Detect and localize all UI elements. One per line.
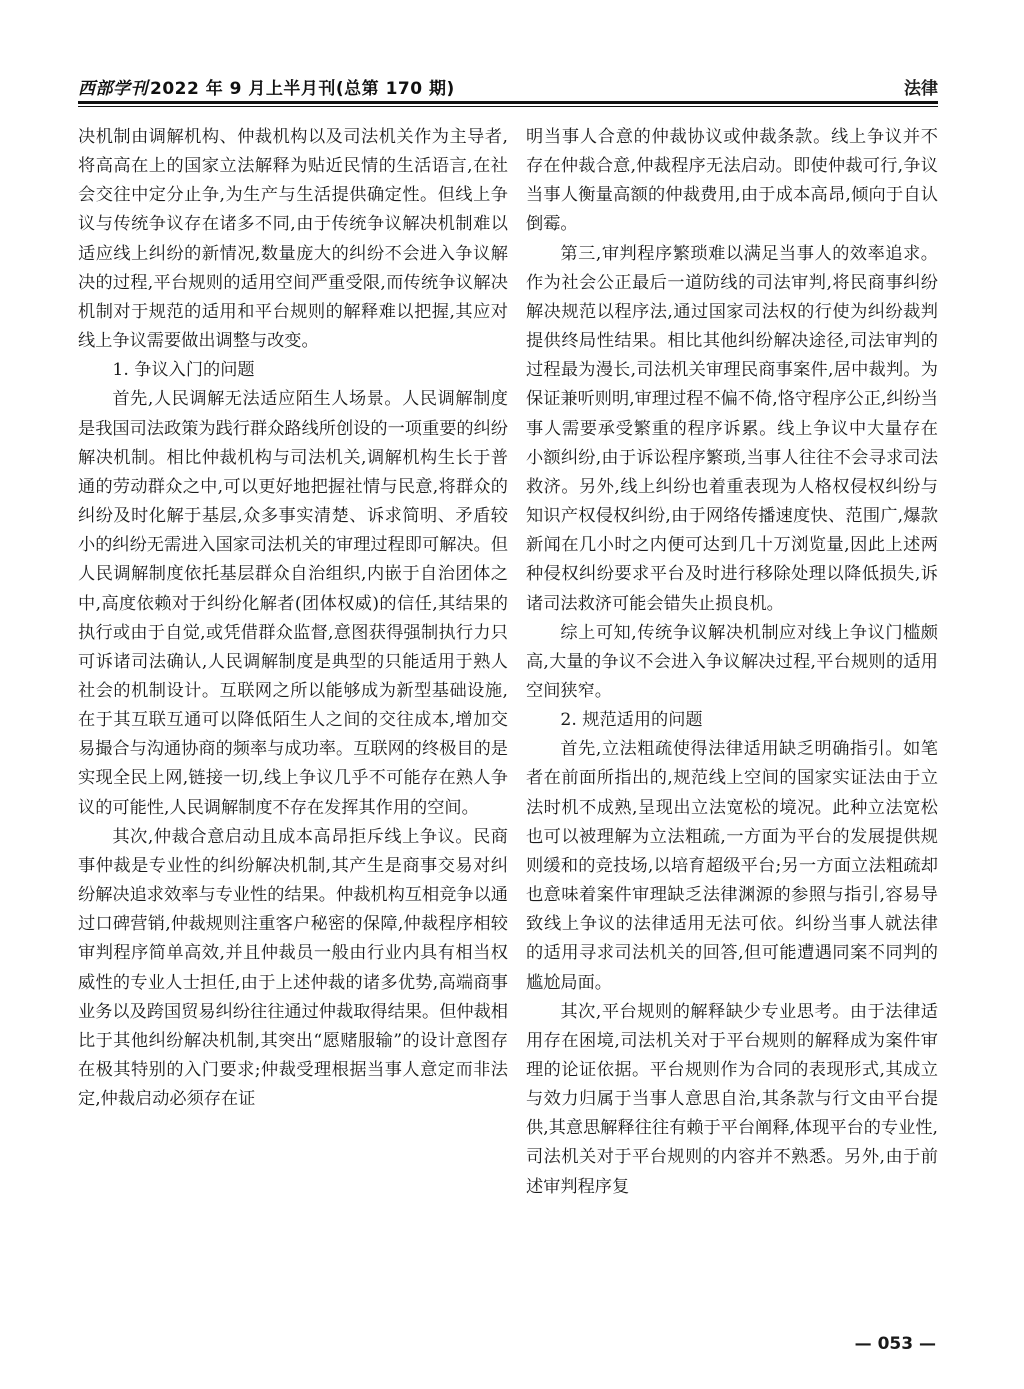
- paragraph: 首先,立法粗疏使得法律适用缺乏明确指引。如笔者在前面所指出的,规范线上空间的国家实证法由于立法时机不成熟,呈现出立法宽松的境况。此种立法宽松也可以被理解为立法粗疏,一方面为平台的发展提供规则缓和的竞技场,以培育超级平台;另一方面立法粗疏却也意味着案件审理缺乏法律渊源的参照与指引,容易导致线上争议的法律适用无法可依。纠纷当事人就法律的适用寻求司法机关的回答,但可能遭遇同案不同判的尴尬局面。: [526, 739, 938, 993]
- section-title: 法律: [904, 79, 938, 99]
- issue-info: 2022 年 9 月上半月刊(总第 170 期): [150, 79, 455, 99]
- journal-logo: 西部学刊: [78, 79, 148, 99]
- paragraph: 明当事人合意的仲裁协议或仲裁条款。线上争议并不存在仲裁合意,仲裁程序无法启动。即使仲裁可行,争议当事人衡量高额的仲裁费用,由于成本高昂,倾向于自认倒霉。: [526, 127, 938, 235]
- paragraph: 第三,审判程序繁琐难以满足当事人的效率追求。作为社会公正最后一道防线的司法审判,将民商事纠纷解决规范以程序法,通过国家司法权的行使为纠纷裁判提供终局性结果。相比其他纠纷解决途径,司法审判的过程最为漫长,司法机关审理民商事案件,居中裁判。为保证兼听则明,审理过程不偏不倚,恪守程序公正,纠纷当事人需要承受繁重的程序诉累。线上争议中大量存在小额纠纷,由于诉讼程序繁琐,当事人往往不会寻求司法救济。另外,线上纠纷也着重表现为人格权侵权纠纷与知识产权侵权纠纷,由于网络传播速度快、范围广,爆款新闻在几小时之内便可达到几十万浏览量,因此上述两种侵权纠纷要求平台及时进行移除处理以降低损失,诉诸司法救济可能会错失止损良机。: [526, 243, 938, 614]
- left-column: [78, 123, 508, 1114]
- subheading: 2. 规范适用的问题: [560, 710, 703, 731]
- paragraph: 首先,人民调解无法适应陌生人场景。人民调解制度是我国司法政策为践行群众路线所创设的一项重要的纠纷解决机制。相比仲裁机构与司法机关,调解机构生长于普通的劳动群众之中,可以更好地把握社情与民意,将群众的纠纷及时化解于基层,众多事实清楚、诉求简明、矛盾较小的纠纷无需进入国家司法机关的审理过程即可解决。但人民调解制度依托基层群众自治组织,内嵌于自治团体之中,高度依赖对于纠纷化解者(团体权威)的信任,其结果的执行或由于自觉,或凭借群众监督,意图获得强制执行力只可诉诸司法确认,人民调解制度是典型的只能适用于熟人社会的机制设计。互联网之所以能够成为新型基础设施,在于其互联互通可以降低陌生人之间的交往成本,增加交易撮合与沟通协商的频率与成功率。互联网的终极目的是实现全民上网,链接一切,线上争议几乎不可能存在熟人争议的可能性,人民调解制度不存在发挥其作用的空间。: [78, 389, 508, 818]
- page-header: [78, 70, 938, 104]
- right-column: [526, 123, 938, 1202]
- page-number: — 053 —: [854, 1334, 936, 1354]
- paragraph: 其次,仲裁合意启动且成本高昂拒斥线上争议。民商事仲裁是专业性的纠纷解决机制,其产生是商事交易对纠纷解决追求效率与专业性的结果。仲裁机构互相竞争以通过口碑营销,仲裁规则注重客户秘密的保障,仲裁程序相较审判程序简单高效,并且仲裁员一般由行业内具有相当权威性的专业人士担任,由于上述仲裁的诸多优势,高端商事业务以及跨国贸易纠纷往往通过仲裁取得结果。但仲裁相比于其他纠纷解决机制,其突出“愿赌服输”的设计意图存在极其特别的入门要求;仲裁受理根据当事人意定而非法定,仲裁启动必须存在证: [78, 826, 508, 1110]
- paragraph: 其次,平台规则的解释缺少专业思考。由于法律适用存在困境,司法机关对于平台规则的解释成为案件审理的论证依据。平台规则作为合同的表现形式,其成立与效力归属于当事人意思自治,其条款与行文由平台提供,其意思解释往往有赖于平台阐释,体现平台的专业性,司法机关对于平台规则的内容并不熟悉。另外,由于前述审判程序复: [526, 1001, 938, 1197]
- journal-masthead: [78, 74, 455, 99]
- header-rule-thin: [78, 106, 938, 107]
- paragraph: 决机制由调解机构、仲裁机构以及司法机关作为主导者,将高高在上的国家立法解释为贴近民情的生活语言,在社会交往中定分止争,为生产与生活提供确定性。但线上争议与传统争议存在诸多不同,由于传统争议解决机制难以适应线上纠纷的新情况,数量庞大的纠纷不会进入争议解决的过程,平台规则的适用空间严重受限,而传统争议解决机制对于规范的适用和平台规则的解释难以把握,其应对线上争议需要做出调整与改变。: [78, 127, 508, 352]
- paragraph: 综上可知,传统争议解决机制应对线上争议门槛颇高,大量的争议不会进入争议解决过程,平台规则的适用空间狭窄。: [526, 622, 938, 701]
- header-rule-thick: [78, 101, 938, 104]
- subheading: 1. 争议入门的问题: [112, 360, 255, 381]
